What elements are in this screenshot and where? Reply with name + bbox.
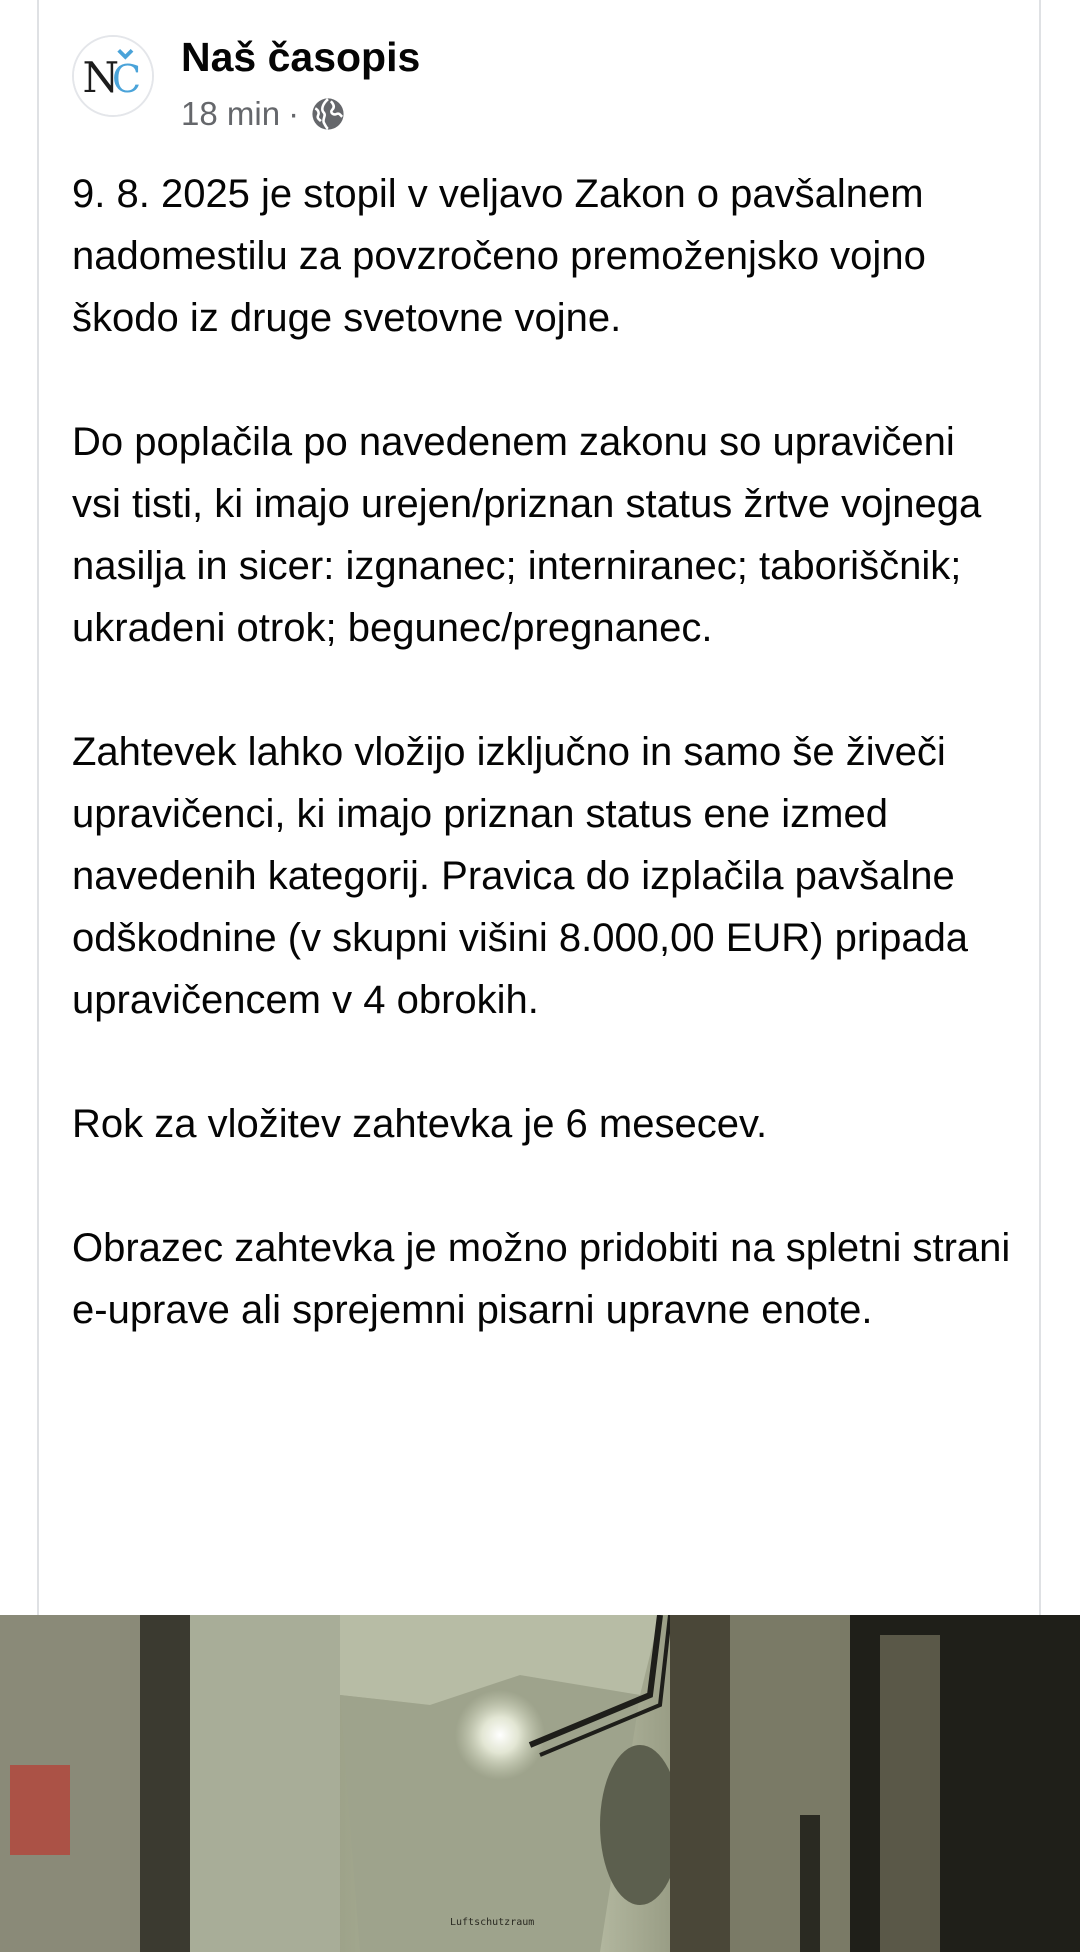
page-logo-icon xyxy=(74,37,152,115)
post-body xyxy=(72,163,1012,1341)
page-name[interactable]: Naš časopis xyxy=(181,34,421,80)
globe-icon[interactable] xyxy=(311,97,345,131)
avatar[interactable] xyxy=(72,35,154,117)
post-paragraph: 9. 8. 2025 je stopil v veljavo Zakon o pavšalnem nadomestilu za povzročeno premoženjsko vojno škodo iz druge svetovne vojne. xyxy=(72,172,926,340)
post-image[interactable] xyxy=(0,1615,1080,1952)
post-paragraph: Do poplačila po navedenem zakonu so upravičeni vsi tisti, ki imajo urejen/priznan status žrtve vojnega nasilja in sicer: izgnanec; interniranec; taboriščnik; ukradeni otrok; begunec/pregnanec. xyxy=(72,420,982,650)
meta-separator: · xyxy=(288,95,300,132)
post-meta xyxy=(181,94,345,134)
svg-text:C: C xyxy=(112,57,142,102)
post-header xyxy=(72,32,972,132)
post-paragraph: Zahtevek lahko vložijo izključno in samo še živeči upravičenci, ki imajo priznan status ene izmed navedenih kategorij. Pravica do izplačila pavšalne odškodnine (v skupni višini 8.000,00 EUR) pripada upravičencem v 4 obrokih. xyxy=(72,730,969,1022)
post-paragraph: Obrazec zahtevka je možno pridobiti na spletni strani e-uprave ali sprejemni pisarni upravne enote. xyxy=(72,1226,1011,1332)
post-time[interactable]: 18 min xyxy=(181,95,281,132)
svg-text:Luftschutzraum: Luftschutzraum xyxy=(450,1917,535,1928)
svg-text:N: N xyxy=(82,53,120,103)
post-paragraph: Rok za vložitev zahtevka je 6 mesecev. xyxy=(72,1102,768,1146)
